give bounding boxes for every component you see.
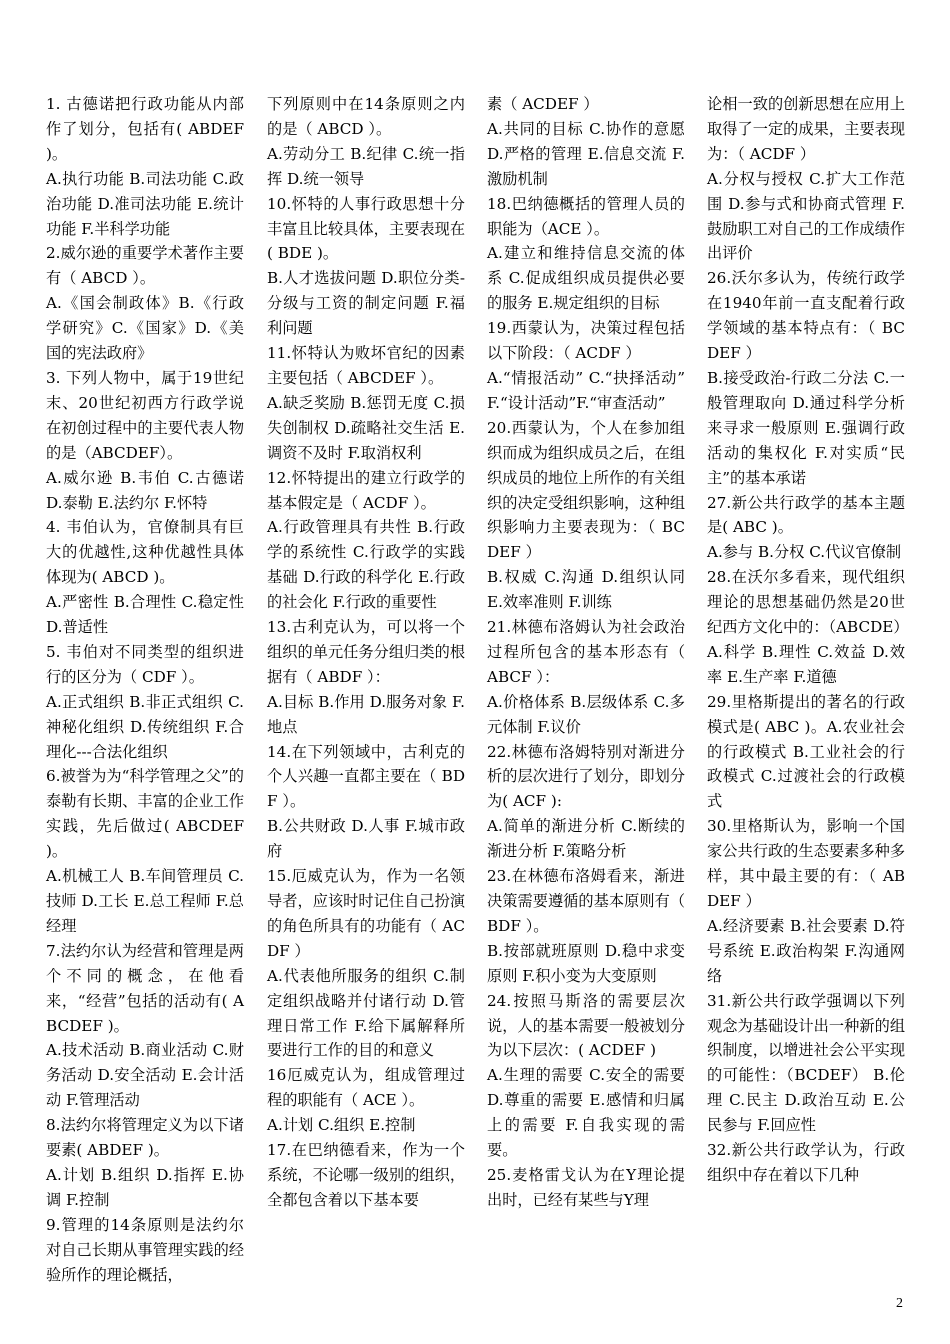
paragraph: A.执行功能 B.司法功能 C.政治功能 D.准司法功能 E.统计功能 F.半科学功能 xyxy=(46,169,244,238)
paragraph: 32.新公共行政学认为，行政组织中存在着以下几种 xyxy=(707,1141,905,1184)
paragraph: 12.怀特提出的建立行政学的基本假定是（ ACDF ）。 xyxy=(267,468,465,512)
text-column-2 xyxy=(267,92,465,1213)
paragraph: A.共同的目标 C.协作的意愿 D.严格的管理 E.信息交流 F.激励机制 xyxy=(487,119,685,188)
paragraph: 13.古利克认为，可以将一个组织的单元任务分组归类的根据有（ ABDF ）： xyxy=(267,618,465,686)
paragraph: 素（ ACDEF ） xyxy=(487,95,599,113)
paragraph: 21.林德布洛姆认为社会政治过程所包含的基本形态有（ ABCF ）： xyxy=(487,618,685,686)
paragraph: 23.在林德布洛姆看来，渐进决策需要遵循的基本原则有（ BDF ）。 xyxy=(487,867,685,935)
paragraph: 22.林德布洛姆特别对渐进分析的层次进行了划分，即划分为( ACF ): xyxy=(487,742,685,811)
paragraph: 6.被誉为为“科学管理之父”的泰勒有长期、丰富的企业工作实践，先后做过( ABCDEF )。 xyxy=(46,767,244,861)
paragraph: A.严密性 B.合理性 C.稳定性 D.普适性 xyxy=(46,593,244,637)
paragraph: A.参与 B.分权 C.代议官僚制 xyxy=(707,543,902,562)
paragraph: 31.新公共行政学强调以下列观念为基础设计出一种新的组织制度，以增进社会公平实现的可能性：（BCDEF） B.伦理 C.民主 D.政治互动 E.公民参与 F.回应性 xyxy=(707,991,905,1135)
paragraph: 25.麦格雷戈认为在Y理论提出时，已经有某些与Y理 xyxy=(487,1165,685,1209)
paragraph: 26.沃尔多认为，传统行政学在1940年前一直支配着行政学领域的基本特点有：（ BCDEF ） xyxy=(707,269,905,363)
paragraph: B.权威 C.沟通 D.组织认同 E.效率准则 F.训练 xyxy=(487,568,685,612)
paragraph: A.价格体系 B.层级体系 C.多元体制 F.议价 xyxy=(487,692,685,736)
paragraph: 7.法约尔认为经营和管理是两个不同的概念，在他看来，“经营”包括的活动有( ABCDEF )。 xyxy=(46,941,244,1035)
paragraph: A.计划 C.组织 E.控制 xyxy=(267,1116,416,1135)
paragraph: 4. 韦伯认为，官僚制具有巨大的优越性,这种优越性具体体现为( ABCD )。 xyxy=(46,518,244,587)
paragraph: B.公共财政 D.人事 F.城市政府 xyxy=(267,817,465,861)
page-number: 2 xyxy=(896,1296,903,1311)
paragraph: 10.怀特的人事行政思想十分丰富且比较具体，主要表现在( BDE )。 xyxy=(267,194,465,263)
paragraph: A.代表他所服务的组织 C.制定组织战略并付诸行动 D.管理日常工作 F.给下属解释所要进行工作的目的和意义 xyxy=(267,966,465,1060)
paragraph: A.简单的渐进分析 C.断续的渐进分析 F.策略分析 xyxy=(487,817,685,861)
paragraph: B.接受政治-行政二分法 C.一般管理取向 D.通过科学分析来寻求一般原则 E.强调行政活动的集权化 F.对实质“民主”的基本承诺 xyxy=(707,368,905,487)
paragraph: A.计划 B.组织 D.指挥 E.协调 F.控制 xyxy=(46,1165,244,1209)
paragraph: A.“情报活动” C.“抉择活动” F.“设计活动”F.“审查活动” xyxy=(487,368,685,412)
paragraph: A.生理的需要 C.安全的需要 D.尊重的需要 E.感情和归属上的需要 F.自我实现的需要。 xyxy=(487,1066,685,1160)
paragraph: 14.在下列领域中，古利克的个人兴趣一直都主要在（ BDF ）。 xyxy=(267,742,465,811)
paragraph: A.目标 B.作用 D.服务对象 F.地点 xyxy=(267,692,465,736)
paragraph: 论相一致的创新思想在应用上取得了一定的成果，主要表现为：（ ACDF ） xyxy=(707,95,905,163)
paragraph: A.科学 B.理性 C.效益 D.效率 E.生产率 F.道德 xyxy=(707,642,905,686)
paragraph: B.人才选拔问题 D.职位分类-分级与工资的制定问题 F.福利问题 xyxy=(267,269,465,338)
paragraph: B.按部就班原则 D.稳中求变原则 F.积小变为大变原则 xyxy=(487,941,685,985)
paragraph: 下列原则中在14条原则之内的是（ ABCD ）。 xyxy=(267,95,465,138)
paragraph: 3. 下列人物中，属于19世纪末、20世纪初西方行政学说在初创过程中的主要代表人物的是（ABCDEF）。 xyxy=(46,368,244,462)
paragraph: 1. 古德诺把行政功能从内部作了划分，包括有( ABDEF )。 xyxy=(46,95,244,163)
paragraph: 30.里格斯认为，影响一个国家公共行政的生态要素多种多样，其中最主要的有：（ ABDEF ） xyxy=(707,817,905,910)
paragraph: 27.新公共行政学的基本主题是( ABC )。 xyxy=(707,493,905,537)
paragraph: 11.怀特认为败坏官纪的因素主要包括（ ABCDEF ）。 xyxy=(267,344,465,387)
paragraph: A.经济要素 B.社会要素 D.符号系统 E.政治构架 F.沟通网络 xyxy=(707,916,905,985)
paragraph: A.威尔逊 B.韦伯 C.古德诺 D.泰勒 E.法约尔 F.怀特 xyxy=(46,468,244,512)
paragraph: A.分权与授权 C.扩大工作范围 D.参与式和协商式管理 F.鼓励职工对自己的工作成绩作出评价 xyxy=(707,169,905,263)
paragraph: A.技术活动 B.商业活动 C.财务活动 D.安全活动 E.会计活动 F.管理活动 xyxy=(46,1041,244,1110)
paragraph: 16厄威克认为，组成管理过程的职能有（ ACE ）。 xyxy=(267,1066,465,1110)
paragraph: 8.法约尔将管理定义为以下诸要素( ABDEF )。 xyxy=(46,1116,244,1160)
paragraph: 18.巴纳德概括的管理人员的职能为（ACE ）。 xyxy=(487,194,685,238)
paragraph: A.行政管理具有共性 B.行政学的系统性 C.行政学的实践基础 D.行政的科学化 E.行政的社会化 F.行政的重要性 xyxy=(267,518,465,612)
text-column-4 xyxy=(707,92,909,1188)
paragraph: 19.西蒙认为，决策过程包括以下阶段：（ ACDF ） xyxy=(487,319,685,363)
paragraph: 15.厄威克认为，作为一名领导者，应该时时记住自己扮演的角色所具有的功能有（ ACDF ） xyxy=(267,867,465,960)
text-column-1 xyxy=(46,92,244,1288)
paragraph: A.建立和维持信息交流的体系 C.促成组织成员提供必要的服务 E.规定组织的目标 xyxy=(487,244,685,313)
paragraph: A.机械工人 B.车间管理员 C.技师 D.工长 E.总工程师 F.总经理 xyxy=(46,867,244,935)
paragraph: A.缺乏奖励 B.惩罚无度 C.损失创制权 D.疏略社交生活 E.调资不及时 F.取消权利 xyxy=(267,393,465,462)
paragraph: 5. 韦伯对不同类型的组织进行的区分为（ CDF ）。 xyxy=(46,642,244,686)
paragraph: 29.里格斯提出的著名的行政模式是( ABC )。A.农业社会的行政模式 B.工业社会的行政模式 C.过渡社会的行政模式 xyxy=(707,692,905,811)
paragraph: A.劳动分工 B.纪律 C.统一指挥 D.统一领导 xyxy=(267,144,465,188)
paragraph: 24.按照马斯洛的需要层次说，人的基本需要一般被划分为以下层次：( ACDEF ) xyxy=(487,991,685,1060)
paragraph: 28.在沃尔多看来，现代组织理论的思想基础仍然是20世纪西方文化中的：（ABCDE） xyxy=(707,568,909,637)
paragraph: A.正式组织 B.非正式组织 C.神秘化组织 D.传统组织 F.合理化---合法化组织 xyxy=(46,692,244,761)
paragraph: A.《国会制政体》B.《行政学研究》C.《国家》D.《美国的宪法政府》 xyxy=(46,294,244,363)
paragraph: 2.威尔逊的重要学术著作主要有（ ABCD ）。 xyxy=(46,244,244,288)
paragraph: 17.在巴纳德看来，作为一个系统，不论哪一级别的组织，全都包含着以下基本要 xyxy=(267,1141,465,1209)
text-column-3 xyxy=(487,92,685,1213)
paragraph: 20.西蒙认为，个人在参加组织而成为组织成员之后，在组织成员的地位上所作的有关组织的决定受组织影响，这种组织影响力主要表现为：（ BCDEF ） xyxy=(487,418,685,562)
paragraph: 9.管理的14条原则是法约尔对自己长期从事管理实践的经验所作的理论概括， xyxy=(46,1215,244,1284)
